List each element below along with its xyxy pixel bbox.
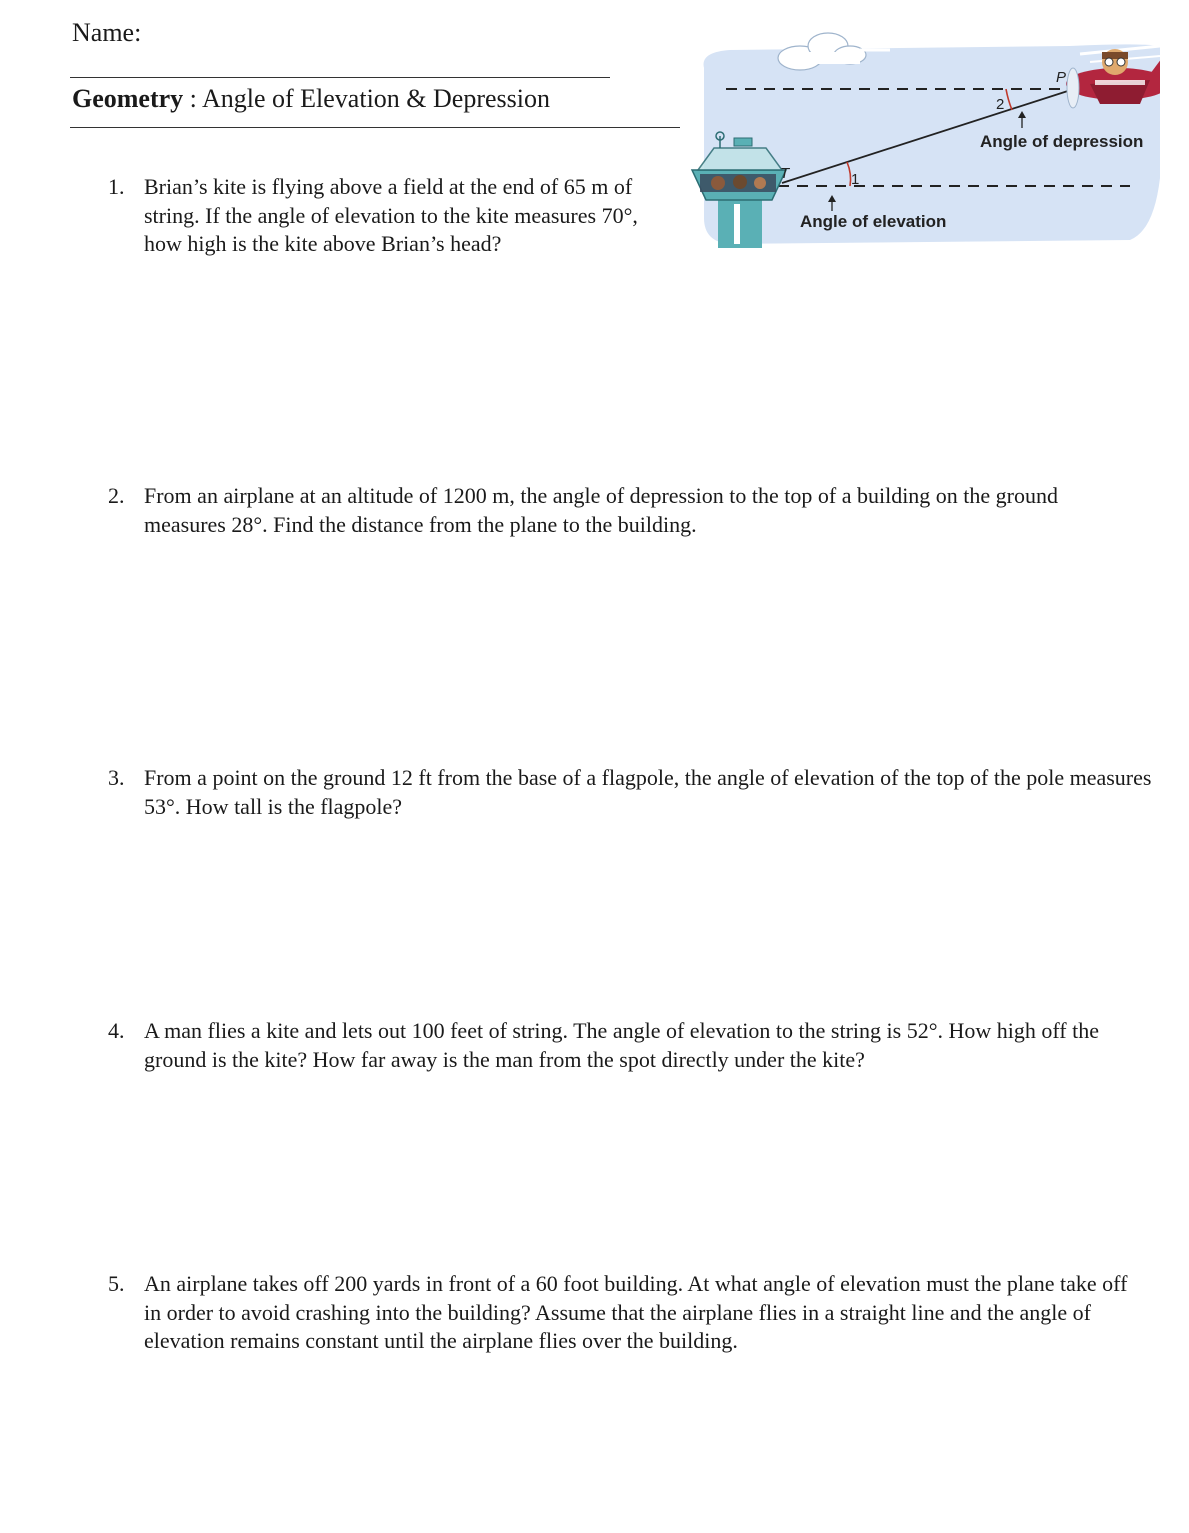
name-line: [70, 77, 610, 78]
elevation-label: Angle of elevation: [800, 212, 947, 231]
question-text: An airplane takes off 200 yards in front of a 60 foot building. At what angle of elevation must the plane take off in order to avoid crashing into the building? Assume that the airplane flies in a straight line and the angle of elevation remains constant until the airplane flies over the building.: [144, 1271, 1128, 1353]
angle-figure: [690, 28, 1160, 253]
question-number: 1.: [108, 174, 125, 199]
angle-2-label: 2: [996, 96, 1005, 113]
title-bold: Geometry: [72, 84, 184, 113]
point-T-label: T: [780, 165, 790, 182]
question-number: 2.: [108, 483, 125, 508]
name-label: Name:: [72, 18, 142, 47]
question-text: From an airplane at an altitude of 1200 m, the angle of depression to the top of a building on the ground measures 28°. Find the distance from the plane to the building.: [144, 483, 1059, 537]
question-number: 4.: [108, 1018, 125, 1043]
angle-1-label: 1: [851, 171, 860, 188]
question-3: [108, 764, 1158, 821]
title-underline: [70, 127, 680, 128]
question-number: 5.: [108, 1271, 125, 1296]
title-rest: : Angle of Elevation & Depression: [183, 84, 550, 113]
point-P-label: P: [1056, 69, 1067, 86]
depression-label: Angle of depression: [980, 132, 1144, 151]
figure-svg: [690, 28, 1160, 253]
question-text: A man flies a kite and lets out 100 feet of string. The angle of elevation to the string is 52°. How high off the ground is the kite? How far away is the man from the spot directly under the kite?: [144, 1018, 1100, 1072]
question-4: [108, 1017, 1138, 1074]
question-number: 3.: [108, 765, 125, 790]
question-text: From a point on the ground 12 ft from the base of a flagpole, the angle of elevation of the top of the pole measures 53°. How tall is the flagpole?: [144, 765, 1152, 819]
question-1: [108, 173, 648, 259]
page-title: [72, 84, 550, 114]
question-2: [108, 482, 1138, 539]
question-text: Brian’s kite is flying above a field at the end of 65 m of string. If the angle of elevation to the kite measures 70°, how high is the kite above Brian’s head?: [144, 174, 638, 256]
question-5: [108, 1270, 1148, 1356]
